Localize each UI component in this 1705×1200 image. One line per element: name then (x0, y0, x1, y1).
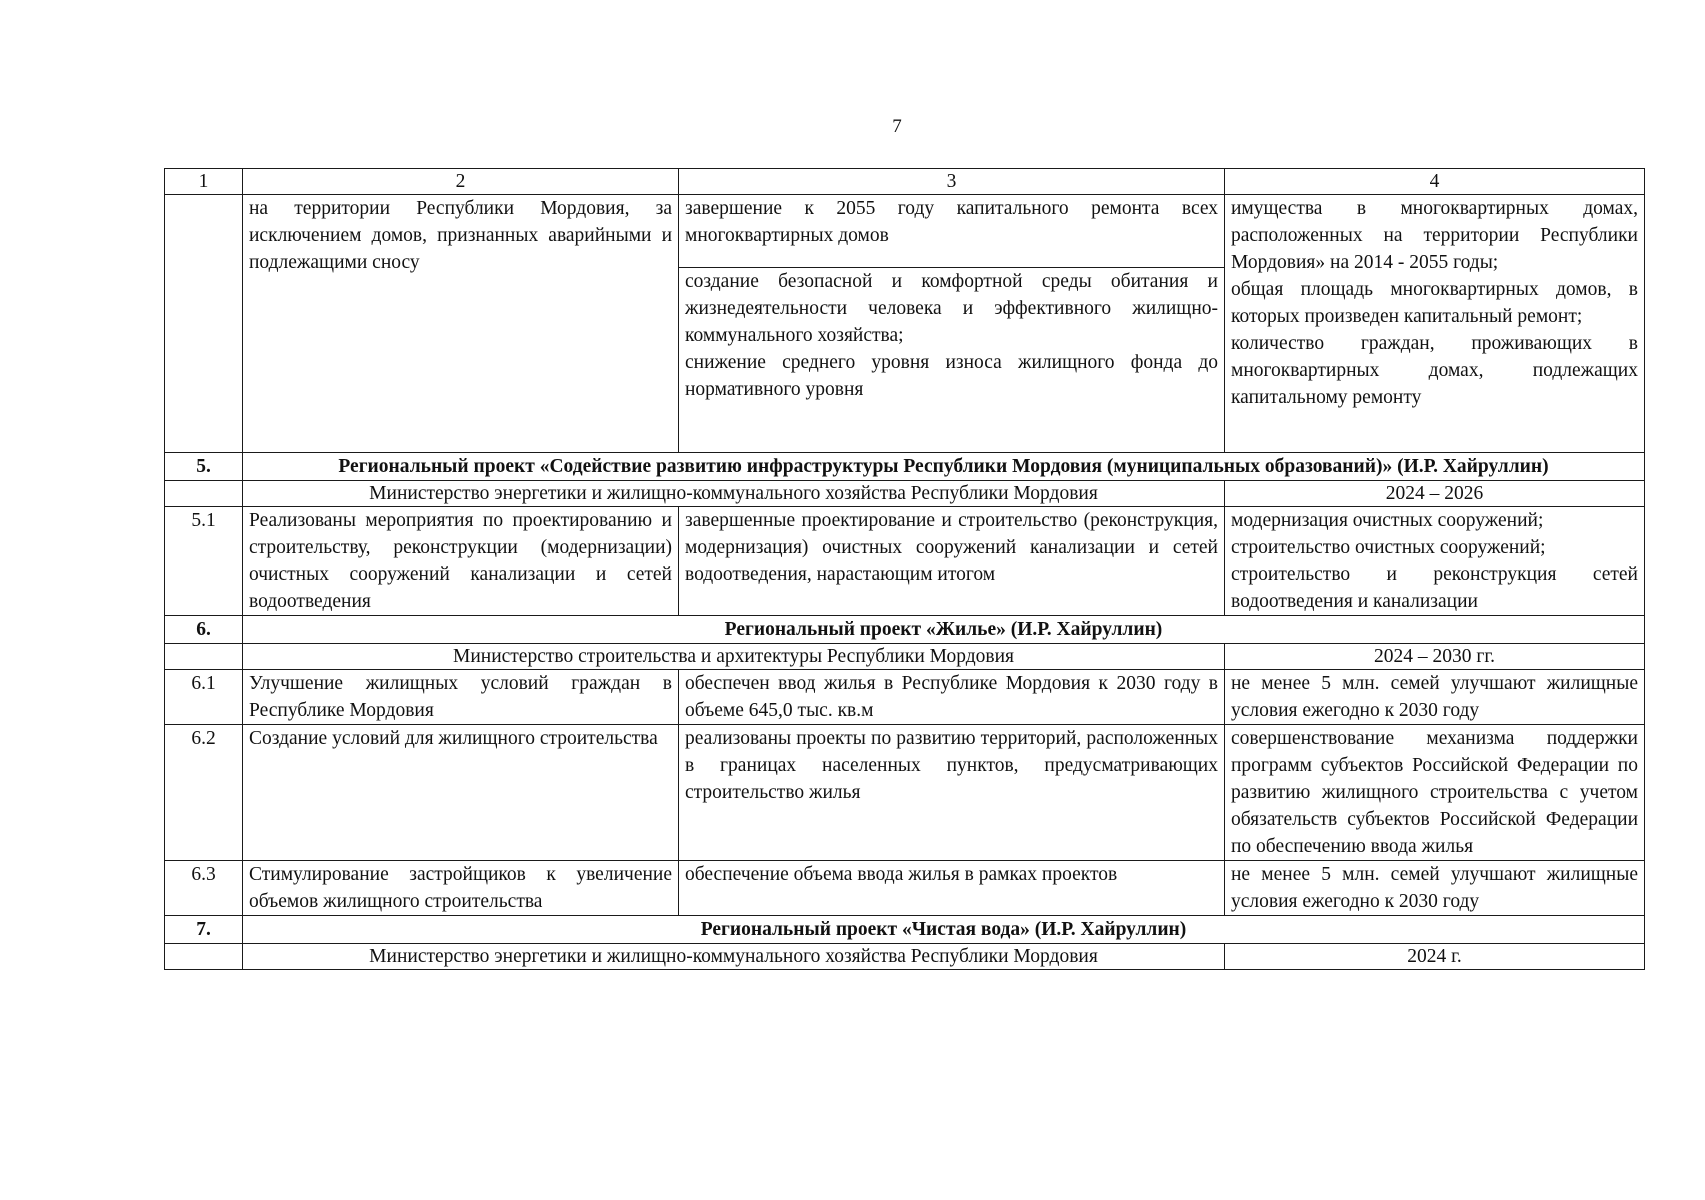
header-cell: 2 (243, 169, 679, 195)
effect-cell: реализованы проекты по развитию территорий, расположенных в границах населенных пунктов, предусматривающих строительство жилья (679, 725, 1225, 861)
project-row (165, 453, 1645, 481)
page-number: 7 (892, 116, 902, 137)
row-number: 5.1 (165, 507, 243, 616)
effect-bottom: создание безопасной и комфортной среды обитания и жизнедеятельности человека и эффективного жилищно-коммунального хозяйства; снижение среднего уровня износа жилищного фонда до нормативного уровня (685, 271, 1218, 400)
table-row (165, 725, 1645, 861)
effect-cell (679, 195, 1225, 453)
row-number: 6.3 (165, 861, 243, 916)
table-row (165, 507, 1645, 616)
effect-top: завершение к 2055 году капитального ремонта всех многоквартирных домов (679, 195, 1224, 268)
continuation-row (165, 195, 1645, 453)
task-cell: на территории Республики Мордовия, за исключением домов, признанных аварийными и подлежащими сносу (243, 195, 679, 453)
row-number: 6.2 (165, 725, 243, 861)
section-number: 6. (165, 616, 243, 644)
num-cell (165, 944, 243, 970)
ministry-row (165, 481, 1645, 507)
task-cell: Стимулирование застройщиков к увеличение объемов жилищного строительства (243, 861, 679, 916)
ministry-row (165, 944, 1645, 970)
effect-cell: обеспечение объема ввода жилья в рамках проектов (679, 861, 1225, 916)
ministry-name: Министерство строительства и архитектуры Республики Мордовия (243, 644, 1225, 670)
num-cell (165, 644, 243, 670)
link-cell: имущества в многоквартирных домах, расположенных на территории Республики Мордовия» на 2014 - 2055 годы; общая площадь многоквартирных домов, в которых произведен капитальный ремонт; количество граждан, проживающих в многоквартирных домах, подлежащих капитальному ремонту (1225, 195, 1645, 453)
task-cell: Улучшение жилищных условий граждан в Республике Мордовия (243, 670, 679, 725)
project-title: Региональный проект «Содействие развитию инфраструктуры Республики Мордовия (муниципальных образований)» (И.Р. Хайруллин) (243, 453, 1645, 481)
period: 2024 – 2030 гг. (1225, 644, 1645, 670)
ministry-name: Министерство энергетики и жилищно-коммунального хозяйства Республики Мордовия (243, 481, 1225, 507)
effect-cell: обеспечен ввод жилья в Республике Мордовия к 2030 году в объеме 645,0 тыс. кв.м (679, 670, 1225, 725)
link-cell: модернизация очистных сооружений; строительство очистных сооружений; строительство и реконструкция сетей водоотведения и канализации (1225, 507, 1645, 616)
header-cell: 4 (1225, 169, 1645, 195)
header-cell: 1 (165, 169, 243, 195)
task-cell: Реализованы мероприятия по проектированию и строительству, реконструкции (модернизации) очистных сооружений канализации и сетей водоотведения (243, 507, 679, 616)
table-row (165, 861, 1645, 916)
project-title: Региональный проект «Жилье» (И.Р. Хайруллин) (243, 616, 1645, 644)
project-title: Региональный проект «Чистая вода» (И.Р. Хайруллин) (243, 916, 1645, 944)
ministry-row (165, 644, 1645, 670)
row-number: 6.1 (165, 670, 243, 725)
header-row (165, 169, 1645, 195)
num-cell (165, 481, 243, 507)
section-number: 5. (165, 453, 243, 481)
project-row (165, 616, 1645, 644)
num-cell (165, 195, 243, 453)
period: 2024 – 2026 (1225, 481, 1645, 507)
section-number: 7. (165, 916, 243, 944)
effect-cell: завершенные проектирование и строительство (реконструкция, модернизация) очистных сооружений канализации и сетей водоотведения, нарастающим итогом (679, 507, 1225, 616)
measures-table (164, 168, 1645, 970)
project-row (165, 916, 1645, 944)
ministry-name: Министерство энергетики и жилищно-коммунального хозяйства Республики Мордовия (243, 944, 1225, 970)
header-cell: 3 (679, 169, 1225, 195)
link-cell: не менее 5 млн. семей улучшают жилищные условия ежегодно к 2030 году (1225, 861, 1645, 916)
link-cell: совершенствование механизма поддержки программ субъектов Российской Федерации по развитию жилищного строительства с учетом обязательств субъектов Российской Федерации по обеспечению ввода жилья (1225, 725, 1645, 861)
period: 2024 г. (1225, 944, 1645, 970)
link-cell: не менее 5 млн. семей улучшают жилищные условия ежегодно к 2030 году (1225, 670, 1645, 725)
table-row (165, 670, 1645, 725)
task-cell: Создание условий для жилищного строительства (243, 725, 679, 861)
